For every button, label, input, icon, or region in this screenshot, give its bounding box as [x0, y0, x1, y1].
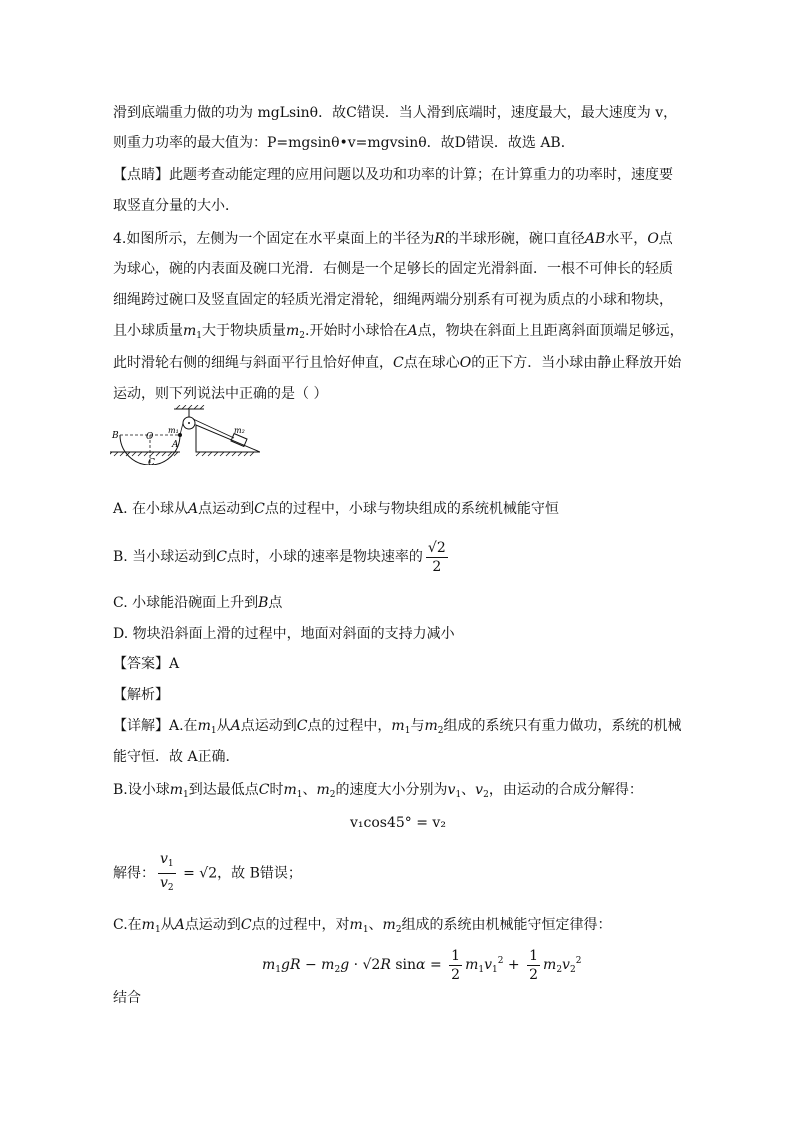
label-m1: m₁	[168, 426, 179, 435]
label-m2: m₂	[234, 426, 245, 435]
detail-line-1: 【详解】A.在$m_1$从A点运动到C点的过程中，$m_1$与$m_2$组成的系统只有重力做功，系统的机械	[113, 718, 682, 736]
detail-line-last: 结合	[113, 990, 141, 1006]
detail-line-4: 解得： $\frac{v_1}{v_2}$ = √2，故 B错误；	[113, 850, 302, 897]
fraction-v1-over-v2: $\frac{v_1}{v_2}$	[160, 851, 174, 893]
option-d: D. 物块沿斜面上滑的过程中，地面对斜面的支持力减小	[113, 626, 455, 642]
analysis-label: 【解析】	[113, 687, 169, 703]
equation-1: v₁cos45° = v₂	[350, 815, 446, 831]
question-line-5: 此时滑轮右侧的细绳与斜面平行且恰好伸直，C点在球心O的正下方．当小球由静止释放开始	[113, 355, 682, 371]
equation-2: $m_1gR - m_2g \cdot √2R$ sinα = $\frac{1}{2}$ $m_1v_1^2$ + $\frac{1}{2}$ $m_2v_2^2$	[262, 947, 582, 983]
answer-label: 【答案】A	[113, 656, 180, 672]
question-line-4: 且小球质量$m_1$大于物块质量$m_2$.开始时小球恰在A点，物块在斜面上且距离斜面顶端足够远，	[113, 323, 684, 341]
physics-diagram	[110, 405, 260, 465]
question-line-3: 细绳跨过碗口及竖直固定的轻质光滑定滑轮，细绳两端分别系有可视为质点的小球和物块，	[113, 292, 673, 308]
label-O: O	[146, 432, 154, 442]
label-B: B	[112, 431, 119, 441]
label-C: C	[148, 458, 155, 465]
text-line-3: 【点睛】此题考查动能定理的应用问题以及功和功率的计算；在计算重力的功率时，速度要	[113, 167, 673, 183]
label-A: A	[172, 440, 179, 450]
text-line-2: 则重力功率的最大值为：P=mgsinθ•v=mgvsinθ．故D错误．故选 AB．	[113, 135, 575, 151]
text-line-4: 取竖直分量的大小．	[113, 198, 239, 214]
text-line-1: 滑到底端重力做的功为 mgLsinθ．故C错误．当人滑到底端时，速度最大，最大速度为 v，	[113, 105, 678, 121]
option-a: A. 在小球从A点运动到C点的过程中，小球与物块组成的系统机械能守恒	[113, 501, 559, 517]
option-b: B. 当小球运动到C点时，小球的速率是物块速率的 $\frac{√2}{2}$	[113, 539, 446, 575]
detail-line-5: C.在$m_1$从A点运动到C点的过程中，对$m_1$、$m_2$组成的系统由机械能守恒定律得：	[113, 917, 612, 935]
detail-line-3: B.设小球$m_1$到达最低点C时$m_1$、$m_2$的速度大小分别为$v_1$、$v_2$，由运动的合成分解得：	[113, 782, 643, 800]
detail-line-2: 能守恒．故 A正确．	[113, 749, 240, 765]
question-line-1: 4.如图所示，左侧为一个固定在水平桌面上的半径为R的半球形碗，碗口直径AB水平，O点	[113, 231, 673, 247]
option-c: C. 小球能沿碗面上升到B点	[113, 595, 283, 611]
question-line-6: 运动，则下列说法中正确的是（ ）	[113, 386, 328, 402]
fraction-sqrt2-over-2: $\frac{√2}{2}$	[427, 539, 446, 575]
question-line-2: 为球心，碗的内表面及碗口光滑．右侧是一个足够长的固定光滑斜面．一根不可伸长的轻质	[113, 261, 673, 277]
